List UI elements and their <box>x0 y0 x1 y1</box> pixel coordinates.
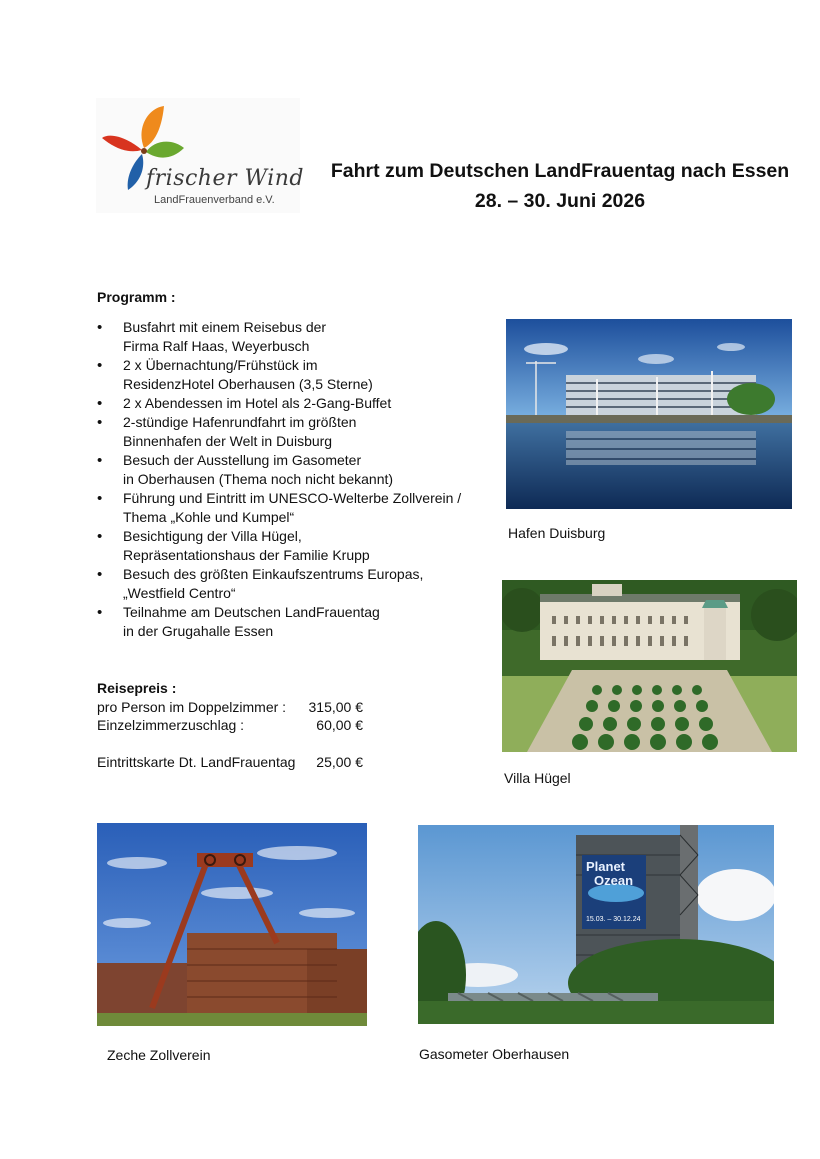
heading-dates: 28. – 30. Juni 2026 <box>474 190 646 212</box>
price-single-label: Einzelzimmerzuschlag : <box>97 717 245 733</box>
zollverein-photo <box>97 823 367 1026</box>
duisburg-harbour-photo <box>506 319 792 509</box>
logo-subtitle: LandFrauenverband e.V. <box>154 194 275 206</box>
page-heading <box>330 156 790 216</box>
list-item: • Führung und Eintritt im UNESCO-Welterbe Zollverein / Thema „Kohle und Kumpel“ <box>97 489 487 527</box>
gasometer-caption: Gasometer Oberhausen <box>419 1046 570 1062</box>
list-item: • 2-stündige Hafenrundfahrt im größten Binnenhafen der Welt in Duisburg <box>97 413 487 451</box>
program-title: Programm : <box>97 289 176 305</box>
list-item: • Teilnahme am Deutschen LandFrauentag in der Grugahalle Essen <box>97 603 487 641</box>
list-item: • Besuch des größten Einkaufszentrums Europas, „Westfield Centro“ <box>97 565 487 603</box>
price-ticket-label: Eintrittskarte Dt. LandFrauentag <box>97 754 296 770</box>
list-item: • Busfahrt mit einem Reisebus der Firma Ralf Haas, Weyerbusch <box>97 318 487 356</box>
gasometer-sign-dates: 15.03. – 30.12.24 <box>586 916 641 923</box>
zollverein-caption: Zeche Zollverein <box>107 1047 211 1063</box>
logo-name: frischer Wind <box>146 166 305 191</box>
duisburg-caption: Hafen Duisburg <box>508 525 606 541</box>
gasometer-photo <box>418 825 774 1024</box>
list-item: • 2 x Übernachtung/Frühstück im ResidenzHotel Oberhausen (3,5 Sterne) <box>97 356 487 394</box>
price-double-row <box>97 698 363 717</box>
heading-title: Fahrt zum Deutschen LandFrauentag nach Essen <box>330 160 790 182</box>
list-item: • Besuch der Ausstellung im Gasometer in Oberhausen (Thema noch nicht bekannt) <box>97 451 487 489</box>
villa-caption: Villa Hügel <box>504 770 571 786</box>
gasometer-sign-line1: Planet <box>586 859 626 874</box>
list-item: • 2 x Abendessen im Hotel als 2-Gang-Buffet <box>97 394 487 413</box>
villa-huegel-photo <box>502 580 797 752</box>
price-title: Reisepreis : <box>97 680 177 696</box>
organization-logo <box>96 98 305 213</box>
price-double-value: 315,00 € <box>308 699 363 715</box>
price-single-row <box>97 716 363 735</box>
gasometer-sign-line2: Ozean <box>594 873 634 888</box>
price-double-label: pro Person im Doppelzimmer : <box>97 699 287 715</box>
price-ticket-row <box>97 753 363 772</box>
list-item: • Besichtigung der Villa Hügel, Repräsentationshaus der Familie Krupp <box>97 527 487 565</box>
price-ticket-value: 25,00 € <box>316 754 363 770</box>
price-single-value: 60,00 € <box>316 717 363 733</box>
program-list <box>97 318 487 641</box>
